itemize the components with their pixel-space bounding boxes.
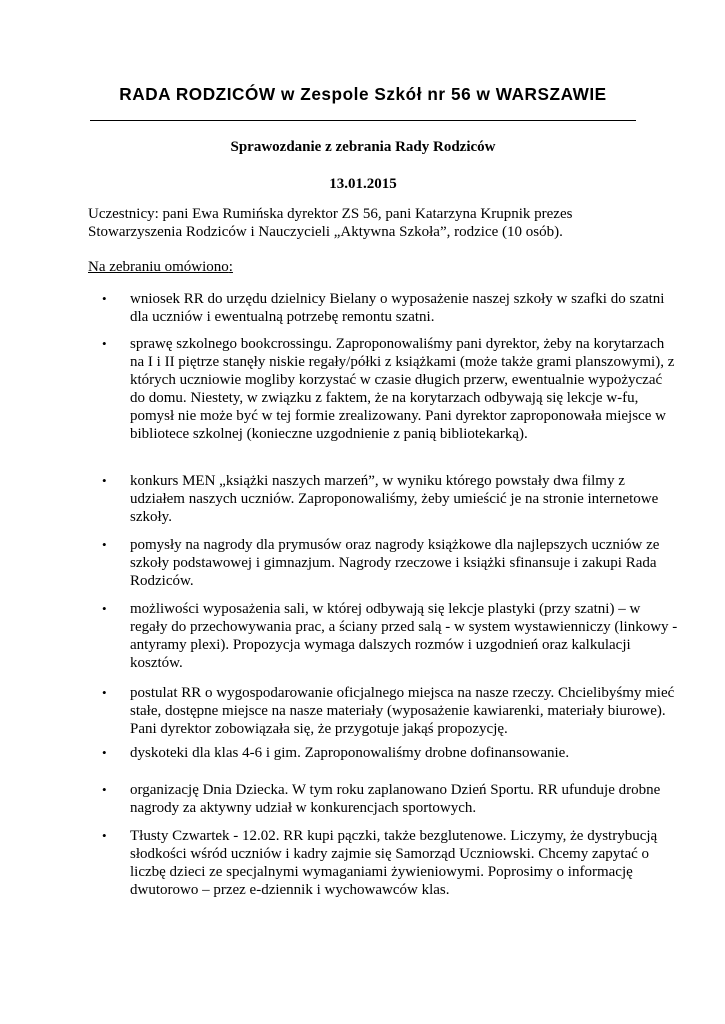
list-item-text: konkurs MEN „książki naszych marzeń”, w wyniku którego powstały dwa filmy z udziałem naszych uczniów. Zaproponowaliśmy, żeby umieścić je na stronie internetowe szkoły.	[130, 473, 659, 525]
list-item-text: Tłusty Czwartek - 12.02. RR kupi pączki, także bezglutenowe. Liczymy, że dystrybucją słodkości wśród uczniów i kadry zajmie się Samorząd Uczniowski. Chcemy zapytać o liczbę dzieci ze specjalnymi wymaganiami żywieniowymi. Poprosimy o informację dwutorowo – przez e-dziennik i wychowawców klas.	[130, 828, 658, 898]
list-item-text: pomysły na nagrody dla prymusów oraz nagrody książkowe dla najlepszych uczniów ze szkoły podstawowej i gimnazjum. Nagrody rzeczowe i książki sfinansuje i zakupi Rada Rodziców.	[130, 537, 660, 589]
discussed-heading	[88, 258, 233, 276]
bullet-icon: •	[102, 685, 107, 700]
bullet-icon: •	[102, 537, 107, 552]
bullet-icon: •	[102, 828, 107, 843]
list-item	[88, 472, 678, 526]
bullet-icon: •	[102, 601, 107, 616]
list-item	[88, 781, 678, 817]
list-item	[88, 536, 678, 590]
report-title: Sprawozdanie z zebrania Rady Rodziców	[230, 139, 496, 155]
list-item	[88, 600, 678, 672]
organization-title: RADA RODZICÓW w Zespole Szkół nr 56 w WARSZAWIE	[119, 84, 607, 104]
participants-paragraph: Uczestnicy: pani Ewa Rumińska dyrektor ZS 56, pani Katarzyna Krupnik prezes Stowarzyszenia Rodziców i Nauczycieli „Aktywna Szkoła”, rodzice (10 osób).	[88, 206, 573, 240]
list-item-text: wniosek RR do urzędu dzielnicy Bielany o wyposażenie naszej szkoły w szafki do szatni dla uczniów i ewentualną potrzebę remontu szatni.	[130, 291, 665, 325]
report-date: 13.01.2015	[329, 176, 397, 192]
list-item-text: sprawę szkolnego bookcrossingu. Zaproponowaliśmy pani dyrektor, żeby na korytarzach na I i II piętrze stanęły niskie regały/półki z książkami (może także grami planszowymi), z których uczniowie mogliby korzystać w czasie długich przerw, ewentualnie wypożyczać do domu. Niestety, w związku z faktem, że na korytarzach odbywają się lekcje w-fu, pomysł nie może być w tej formie zrealizowany. Pani dyrektor zaproponowała miejsce w bibliotece szkolnej (konieczne uzgodnienie z panią bibliotekarką).	[130, 336, 675, 442]
discussed-label: Na zebraniu omówiono	[88, 259, 229, 275]
list-item	[88, 744, 678, 762]
list-item-text: możliwości wyposażenia sali, w której odbywają się lekcje plastyki (przy szatni) – w regały do przechowywania prac, a ściany przed salą - w system wystawienniczy (linkowy - antyramy plexi). Propozycja wymaga dalszych rozmów i uzgodnień oraz kalkulacji kosztów.	[130, 601, 678, 671]
list-item-text: organizację Dnia Dziecka. W tym roku zaplanowano Dzień Sportu. RR ufunduje drobne nagrody za aktywny udział w konkurencjach sportowych.	[130, 782, 661, 816]
list-item-text: dyskoteki dla klas 4-6 i gim. Zaproponowaliśmy drobne dofinansowanie.	[130, 745, 570, 761]
bullet-icon: •	[102, 782, 107, 797]
bullet-icon: •	[102, 745, 107, 760]
bullet-icon: •	[102, 336, 107, 351]
list-item	[88, 827, 678, 899]
bullet-icon: •	[102, 291, 107, 306]
list-item	[88, 335, 678, 443]
list-item	[88, 290, 678, 326]
header-divider	[90, 120, 636, 121]
bullet-icon: •	[102, 473, 107, 488]
discussed-colon: :	[228, 259, 233, 275]
list-item-text: postulat RR o wygospodarowanie oficjalnego miejsca na nasze rzeczy. Chcielibyśmy mieć stałe, dostępne miejsce na nasze materiały (wyposażenie kawiarenki, materiały biurowe). Pani dyrektor zobowiązała się, że przygotuje jakąś propozycję.	[130, 685, 675, 737]
list-item	[88, 684, 678, 738]
